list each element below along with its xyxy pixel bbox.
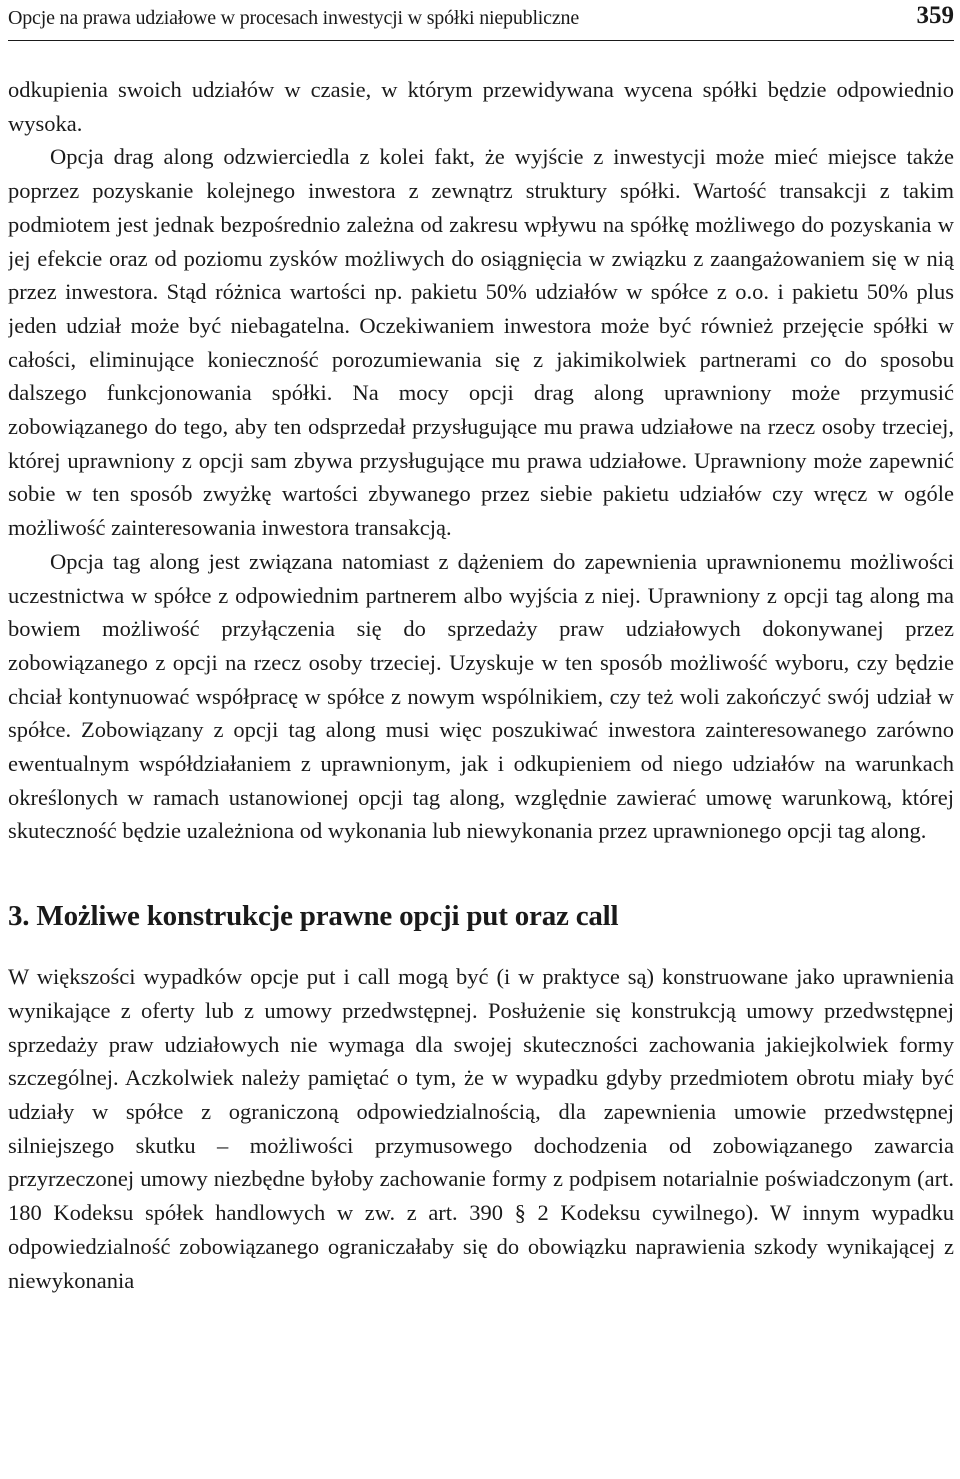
- running-header: [8, 0, 954, 41]
- section-body: [8, 960, 954, 1297]
- page-number: 359: [916, 2, 954, 29]
- section-paragraph: W większości wypadków opcje put i call mogą być (i w praktyce są) konstruowane jako uprawnienia wynikające z oferty lub z umowy przedwstępnej. Posłużenie się konstrukcją umowy przedwstępnej sprzedaży praw udziałowych nie wymaga dla swojej skuteczności zachowania jakiejkolwiek formy szczególnej. Aczkolwiek należy pamiętać o tym, że w wypadku gdyby przedmiotem obrotu miały być udziały w spółce z ograniczoną odpowiedzialnością, dla zapewnienia umowie przedwstępnej silniejszego skutku – możliwości przymusowego dochodzenia od zobowiązanego zawarcia przyrzeczonej umowy niezbędne byłoby zachowanie formy z podpisem notarialnie poświadczonym (art. 180 Kodeksu spółek handlowych w zw. z art. 390 § 2 Kodeksu cywilnego). W innym wypadku odpowiedzialność zobowiązanego ograniczałaby się do obowiązku naprawienia szkody wynikającej z niewykonania: [8, 964, 954, 1293]
- section-heading: 3. Możliwe konstrukcje prawne opcji put oraz call: [8, 900, 619, 933]
- body-text: [8, 73, 954, 848]
- body-paragraph: Opcja tag along jest związana natomiast z dążeniem do zapewnienia uprawnionemu możliwości uczestnictwa w spółce z odpowiednim partnerem albo wyjścia z niej. Uprawniony z opcji tag along ma bowiem możliwość przyłączenia się do sprzedaży praw udziałowych dokonywanej przez zobowiązanego z opcji na rzecz osoby trzeciej. Uzyskuje w ten sposób możliwość wyboru, czy będzie chciał kontynuować współpracę w spółce z nowym wspólnikiem, czy też woli zakończyć swój udział w spółce. Zobowiązany z opcji tag along musi więc poszukiwać inwestora zainteresowanego zarówno ewentualnym współdziałaniem z uprawnionym, jak i odkupieniem od niego udziałów na warunkach określonych w ramach ustanowionej opcji tag along, względnie zawierać umowę warunkową, której skuteczność będzie uzależniona od wykonania lub niewykonania przez uprawnionego opcji tag along.: [8, 548, 954, 844]
- running-title: Opcje na prawa udziałowe w procesach inwestycji w spółki niepubliczne: [8, 7, 579, 29]
- document-page: [8, 0, 954, 1479]
- body-paragraph: Opcja drag along odzwierciedla z kolei fakt, że wyjście z inwestycji może mieć miejsce także poprzez pozyskanie kolejnego inwestora z zewnątrz struktury spółki. Wartość transakcji z takim podmiotem jest jednak bezpośrednio zależna od zakresu wpływu na spółkę możliwego do pozyskania w jej efekcie oraz od poziomu zysków możliwych do osiągnięcia w związku z zaangażowaniem się w nią przez inwestora. Stąd różnica wartości np. pakietu 50% udziałów w spółce z o.o. i pakietu 50% plus jeden udział może być niebagatelna. Oczekiwaniem inwestora może być również przejęcie spółki w całości, eliminujące konieczność porozumiewania się z jakimikolwiek partnerami co do sposobu dalszego funkcjonowania spółki. Na mocy opcji drag along uprawniony może przymusić zobowiązanego do tego, aby ten odsprzedał przysługujące mu prawa udziałowe na rzecz osoby trzeciej, której uprawniony z opcji sam zbywa przysługujące mu prawa udziałowe. Uprawniony może zapewnić sobie w ten sposób zwyżkę wartości zbywanego przez siebie pakietu udziałów czy wręcz w ogóle możliwość zainteresowania inwestora transakcją.: [8, 144, 954, 541]
- body-paragraph: odkupienia swoich udziałów w czasie, w którym przewidywana wycena spółki będzie odpowiednio wysoka.: [8, 77, 954, 136]
